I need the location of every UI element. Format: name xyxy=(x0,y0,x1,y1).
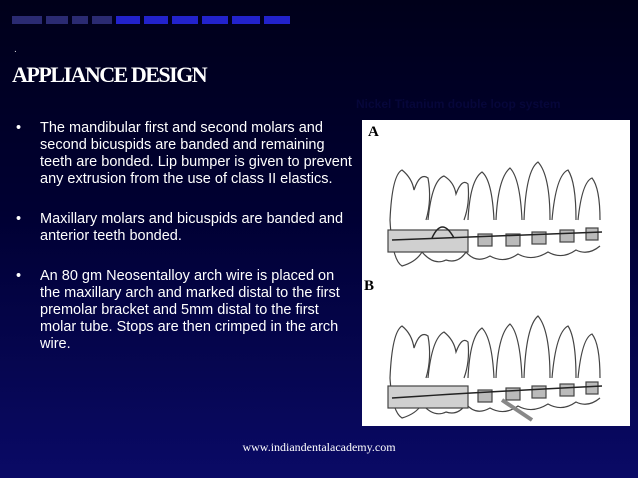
bullet-marker: • xyxy=(16,268,22,284)
molar-tooth xyxy=(428,332,469,378)
molar-tooth xyxy=(390,326,430,378)
elastic xyxy=(502,400,532,420)
premolar-tooth xyxy=(496,324,522,378)
bullet-text: An 80 gm Neosentalloy arch wire is placed on the maxillary arch and marked distal to the first premolar bracket and 5mm distal to the first molar tube. Stops are then crimped in the arch wire. xyxy=(40,268,340,352)
panel-a xyxy=(388,162,602,266)
bracket xyxy=(586,228,598,240)
premolar-tooth xyxy=(496,168,522,220)
bar-segment xyxy=(12,16,42,24)
bar-segment xyxy=(46,16,68,24)
bullet-item xyxy=(14,268,354,353)
bar-segment xyxy=(264,16,290,24)
bracket xyxy=(586,382,598,394)
incisor-tooth xyxy=(578,334,600,378)
bullet-marker: • xyxy=(16,211,22,227)
panel-b xyxy=(388,316,602,420)
incisor-tooth xyxy=(552,326,576,378)
bar-segment xyxy=(202,16,228,24)
figure-caption: Nickel Titanium double loop system xyxy=(356,97,561,111)
bracket xyxy=(560,230,574,242)
footer-url: www.indiandentalacademy.com xyxy=(242,440,396,454)
figure-label-b: B xyxy=(364,278,375,294)
bullet-text: The mandibular first and second molars and second bicuspids are banded and remaining teeth are bonded. Lip bumper is given to prevent any extrusion from the use of class II elastics. xyxy=(40,120,352,187)
bar-segment xyxy=(172,16,198,24)
bracket xyxy=(532,386,546,398)
bar-segment xyxy=(72,16,88,24)
premolar-tooth xyxy=(468,328,494,378)
incisor-tooth xyxy=(552,170,576,220)
bullet-item xyxy=(14,120,354,188)
incisor-tooth xyxy=(578,178,600,220)
bullet-marker: • xyxy=(16,120,22,136)
dental-appliance-figure xyxy=(362,120,630,426)
decorative-top-bar xyxy=(12,16,290,24)
molar-tooth xyxy=(390,170,430,220)
canine-tooth xyxy=(524,316,550,378)
top-dot: . xyxy=(14,44,17,55)
bar-segment xyxy=(92,16,112,24)
bar-segment xyxy=(232,16,260,24)
bar-segment xyxy=(116,16,140,24)
teeth-illustration xyxy=(362,120,630,426)
slide-title: APPLIANCE DESIGN xyxy=(12,62,207,87)
bullet-item xyxy=(14,211,354,245)
premolar-tooth xyxy=(468,172,494,220)
bar-segment xyxy=(144,16,168,24)
bullet-text: Maxillary molars and bicuspids are banded and anterior teeth bonded. xyxy=(40,211,344,244)
figure-label-a: A xyxy=(368,124,379,140)
molar-band xyxy=(388,230,468,252)
canine-tooth xyxy=(524,162,550,220)
bullet-list xyxy=(14,120,354,376)
bracket xyxy=(560,384,574,396)
molar-tooth xyxy=(428,176,469,220)
